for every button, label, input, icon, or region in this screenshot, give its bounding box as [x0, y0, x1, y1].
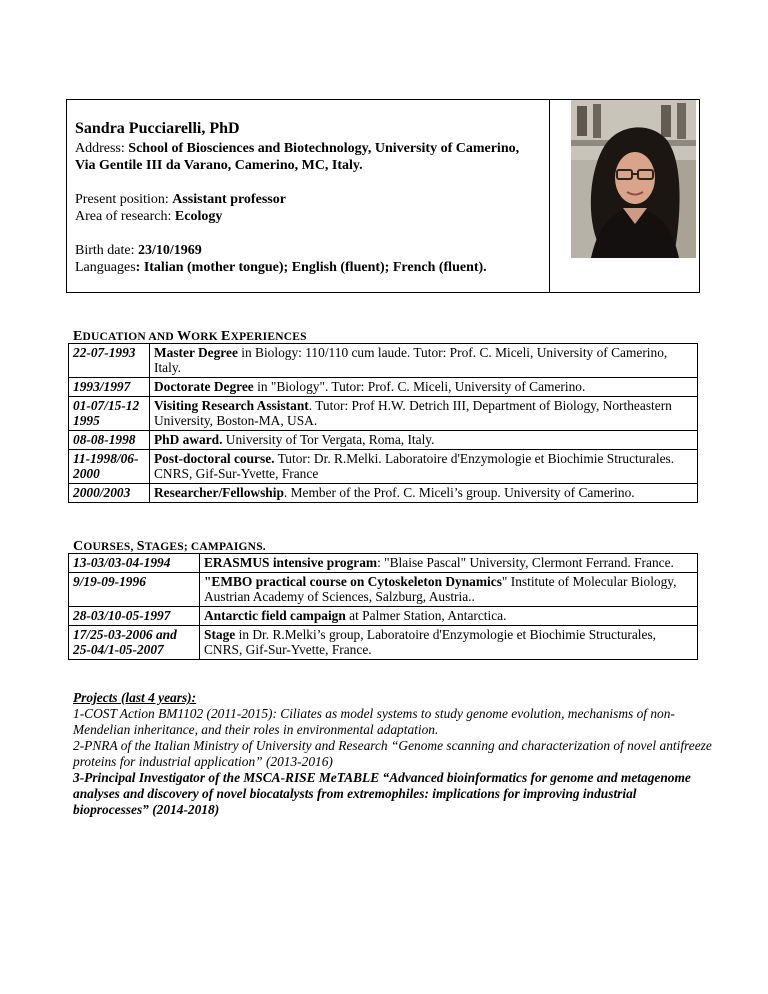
project-item-3: 3-Principal Investigator of the MSCA-RISE MeTABLE “Advanced bioinformatics for genome and metagenome analyses and discovery of novel biocatalysts from extremophiles: implications for improving industrial bioprocesses” (2014-2018)	[73, 770, 691, 817]
projects-section	[73, 690, 713, 818]
row-date: 11-1998/06-2000	[69, 450, 150, 484]
table-row	[69, 344, 698, 378]
courses-table	[68, 553, 698, 660]
position-line	[75, 191, 541, 208]
personal-info	[67, 100, 550, 292]
courses-heading: COURSES, STAGES; CAMPAIGNS.	[73, 539, 266, 554]
table-row	[69, 397, 698, 431]
row-description: Antarctic field campaign at Palmer Station, Antarctica.	[200, 607, 698, 626]
birth-label: Birth date:	[75, 243, 138, 258]
table-row	[69, 607, 698, 626]
table-row	[69, 573, 698, 607]
research-label: Area of research:	[75, 209, 175, 224]
position-label: Present position:	[75, 192, 173, 207]
row-date: 01-07/15-12 1995	[69, 397, 150, 431]
languages-line	[75, 259, 541, 276]
row-description: Master Degree in Biology: 110/110 cum laude. Tutor: Prof. C. Miceli, University of Camerino, Italy.	[150, 344, 698, 378]
table-row	[69, 626, 698, 660]
languages-value: : Italian (mother tongue); English (fluent); French (fluent).	[135, 260, 487, 275]
birth-value: 23/10/1969	[138, 243, 202, 258]
portrait-image	[571, 100, 696, 258]
row-description: Stage in Dr. R.Melki’s group, Laboratoire d'Enzymologie et Biochimie Structurales, CNRS, Gif-Sur-Yvette, France.	[200, 626, 698, 660]
row-date: 22-07-1993	[69, 344, 150, 378]
birth-line	[75, 242, 541, 259]
header-box	[66, 99, 700, 293]
project-item-2: 2-PNRA of the Italian Ministry of University and Research “Genome scanning and characterization of novel antifreeze proteins for industrial application” (2013-2016)	[73, 738, 712, 769]
research-line	[75, 208, 541, 225]
photo-cell	[550, 100, 699, 292]
profile-photo	[571, 100, 696, 258]
row-date: 13-03/03-04-1994	[69, 554, 200, 573]
projects-title: Projects (last 4 years):	[73, 690, 197, 705]
row-description: Doctorate Degree in "Biology". Tutor: Prof. C. Miceli, University of Camerino.	[150, 378, 698, 397]
table-row	[69, 431, 698, 450]
row-date: 9/19-09-1996	[69, 573, 200, 607]
table-row	[69, 450, 698, 484]
research-value: Ecology	[174, 209, 223, 224]
row-description: PhD award. University of Tor Vergata, Roma, Italy.	[150, 431, 698, 450]
row-description: Researcher/Fellowship. Member of the Prof. C. Miceli’s group. University of Camerino.	[150, 484, 698, 503]
table-row	[69, 484, 698, 503]
row-description: ERASMUS intensive program: "Blaise Pascal" University, Clermont Ferrand. France.	[200, 554, 698, 573]
address-value: School of Biosciences and Biotechnology, University of Camerino, Via Gentile III da Varano, Camerino, MC, Italy.	[75, 141, 520, 173]
table-row	[69, 378, 698, 397]
position-value: Assistant professor	[172, 192, 286, 207]
education-heading: EDUCATION AND WORK EXPERIENCES	[73, 329, 307, 344]
row-description: "EMBO practical course on Cytoskeleton Dynamics" Institute of Molecular Biology, Austrian Academy of Sciences, Salzburg, Austria..	[200, 573, 698, 607]
table-row	[69, 554, 698, 573]
row-date: 28-03/10-05-1997	[69, 607, 200, 626]
row-date: 17/25-03-2006 and 25-04/1-05-2007	[69, 626, 200, 660]
languages-label: Languages	[75, 260, 136, 275]
person-name: Sandra Pucciarelli, PhD	[75, 120, 240, 137]
row-date: 08-08-1998	[69, 431, 150, 450]
row-date: 1993/1997	[69, 378, 150, 397]
education-table	[68, 343, 698, 503]
address-line	[75, 140, 541, 174]
row-description: Post-doctoral course. Tutor: Dr. R.Melki. Laboratoire d'Enzymologie et Biochimie Structurales. CNRS, Gif-Sur-Yvette, France	[150, 450, 698, 484]
row-date: 2000/2003	[69, 484, 150, 503]
address-label: Address:	[75, 141, 129, 156]
row-description: Visiting Research Assistant. Tutor: Prof H.W. Detrich III, Department of Biology, Northeastern University, Boston-MA, USA.	[150, 397, 698, 431]
project-item-1: 1-COST Action BM1102 (2011-2015): Ciliates as model systems to study genome evolution, mechanisms of non-Mendelian inheritance, and their roles in environmental adaptation.	[73, 706, 675, 737]
